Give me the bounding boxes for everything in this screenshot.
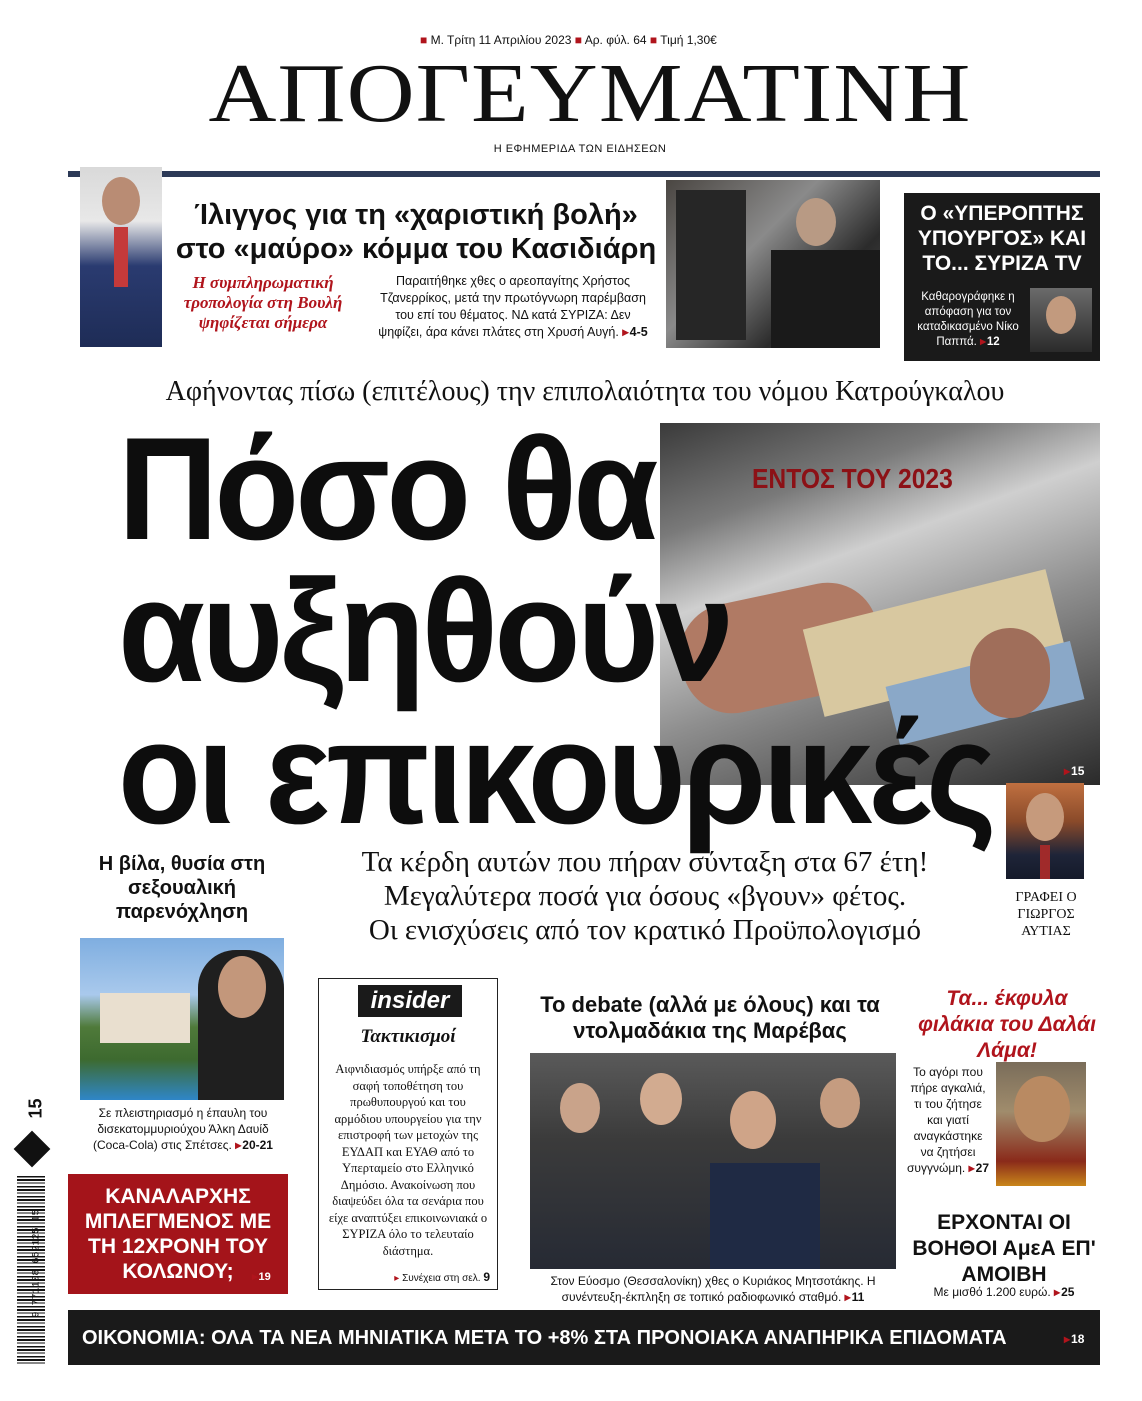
pappas-photo: [1030, 288, 1092, 352]
side-box-text: Καθαρογράφηκε η απόφαση για τον καταδικασμένο Νίκο Παππά.: [917, 291, 1019, 348]
author-credit: ΓΡΑΦΕΙ Ο ΓΙΩΡΓΟΣ ΑΥΤΙΑΣ: [1015, 890, 1077, 939]
top-story-headline: [170, 198, 662, 266]
bottom-banner-text: ΟΙΚΟΝΟΜΙΑ: ΟΛΑ ΤΑ ΝΕΑ ΜΗΝΙΑΤΙΚΑ ΜΕΤΑ ΤΟ +8% ΣΤΑ ΠΡΟΝΟΙΑΚΑ ΑΝΑΠΗΡΙΚΑ ΕΠΙΔΟΜΑΤΑ: [82, 1327, 1007, 1349]
top-story-body: [372, 273, 654, 341]
meta-issue: Αρ. φύλ. 64: [584, 33, 647, 47]
courtroom-photo: [666, 180, 880, 348]
continued-arrow-icon: ▸: [394, 1273, 400, 1284]
villa-photo: [80, 938, 284, 1100]
insider-continued-page: 9: [483, 1270, 490, 1284]
main-headline-line3: οι επικουρικές: [118, 691, 993, 854]
photo-label: ΕΝΤΟΣ ΤΟΥ 2023: [752, 463, 953, 494]
side-box-headline: Ο «ΥΠΕΡΟΠΤΗΣ ΥΠΟΥΡΓΟΣ» ΚΑΙ ΤΟ... ΣΥΡΙΖΑ TV: [917, 202, 1087, 275]
top-story-kicker: Η συμπληρωματική τροπολογία στη Βουλή ψηφίζεται σήμερα: [183, 273, 343, 332]
debate-photo: [530, 1053, 896, 1269]
bottom-banner-ref: [1064, 1332, 1084, 1346]
top-story-headline-line2: στο «μαύρο» κόμμα του Κασιδιάρη: [175, 233, 657, 265]
dalai-photo: [996, 1062, 1086, 1186]
barcode-digits: 9 771108 652125 15: [31, 1209, 43, 1318]
meta-date: Μ. Τρίτη 11 Απριλίου 2023: [430, 33, 572, 47]
assistants-sub: [910, 1285, 1098, 1299]
meta-price: Τιμή 1,30€: [660, 33, 717, 47]
main-headline: [118, 407, 1018, 854]
masthead-rule: [68, 171, 1100, 177]
villa-headline: Η βίλα, θυσία στη σεξουαλική παρενόχληση: [98, 853, 266, 923]
insider-continued-text: Συνέχεια στη σελ.: [402, 1273, 481, 1284]
diamond-icon: [14, 1131, 51, 1168]
politician-photo: [80, 167, 162, 347]
dalai-body: [906, 1064, 990, 1176]
main-sub-line3: Οι ενισχύσεις από τον κρατικό Προϋπολογισμό: [368, 914, 922, 946]
meta-bullet-icon: ■: [420, 33, 428, 47]
top-story-page-ref: ▸ 4-5: [622, 325, 647, 339]
bottom-banner-page-ref: ▸ 18: [1064, 1332, 1084, 1346]
dalai-text: Το αγόρι που πήρε αγκαλιά, τι του ζήτησε και γιατί αναγκάστηκε να ζητήσει συγγνώμη.: [907, 1065, 986, 1175]
debate-caption: [530, 1273, 896, 1305]
insider-body: Αιφνιδιασμός υπήρξε από τη σαφή τοποθέτηση του πρωθυπουργού και του αρμόδιου υπουργείου για την επιστροφή των μετοχών της ΕΥΔΑΠ και ΕΥΑΘ από το Υπερταμείο στο Ελληνικό Δημόσιο. Ανακοίνωση που διαψεύδει όλα τα σενάρια που είχε αναπτύξει επικοινωνιακά ο ΣΥΡΙΖΑ όλο το τελευταίο διάστημα.: [328, 1062, 488, 1258]
top-story-headline-line1: Ίλιγγος για τη «χαριστική βολή»: [194, 199, 638, 231]
side-box-body: [912, 290, 1024, 350]
assistants-sub-text: Με μισθό 1.200 ευρώ.: [933, 1285, 1051, 1299]
main-photo-ref: [1064, 764, 1084, 778]
villa-caption-text: Σε πλειστηριασμό η έπαυλη του δισεκατομμυριούχου Άλκη Δαυίδ (Coca-Cola) στις Σπέτσες.: [93, 1106, 269, 1152]
assistants-page-ref: ▸ 25: [1054, 1285, 1074, 1299]
issue-number: 15: [25, 1098, 46, 1119]
assistants-headline: ΕΡΧΟΝΤΑΙ ΟΙ ΒΟΗΘΟΙ ΑμεΑ ΕΠ' ΑΜΟΙΒΗ: [912, 1211, 1096, 1286]
debate-caption-text: Στον Εύοσμο (Θεσσαλονίκη) χθες ο Κυριάκος Μητσοτάκης. Η συνέντευξη-έκπληξη σε τοπικό ραδιοφωνικό σταθμό.: [550, 1274, 876, 1304]
main-overline: Αφήνοντας πίσω (επιτέλους) την επιπολαιότητα του νόμου Κατρούγκαλου: [165, 376, 1005, 407]
dalai-page-ref: ▸ 27: [969, 1161, 989, 1175]
main-headline-line1: Πόσο θα: [118, 407, 655, 570]
main-headline-line2: αυξηθούν: [118, 549, 731, 712]
red-box-headline: ΚΑΝΑΛΑΡΧΗΣ ΜΠΛΕΓΜΕΝΟΣ ΜΕ ΤΗ 12ΧΡΟΝΗ ΤΟΥ ΚΟΛΩΝΟΥ;: [84, 1185, 272, 1283]
side-box-page-ref: ▸ 12: [980, 336, 1000, 348]
meta-bullet-icon: ■: [649, 33, 658, 47]
top-story-text: Παραιτήθηκε χθες ο αρεοπαγίτης Χρήστος Τζανερρίκος, μετά την πρωτόγνωρη παρέμβαση του επί του θέματος. ΝΔ κατά ΣΥΡΙΖΑ: Δεν ψηφίζει, άρα κάνει πλάτες στη Χρυσή Αυγή.: [378, 274, 646, 339]
meta-bullet-icon: ■: [574, 33, 583, 47]
main-sub-line1: Τα κέρδη αυτών που πήραν σύνταξη στα 67 έτη!: [361, 846, 929, 878]
main-story-page-ref: ▸ 15: [1064, 764, 1084, 778]
insider-continued: [330, 1270, 490, 1284]
insider-label: insider: [358, 985, 462, 1017]
main-sub-line2: Μεγαλύτερα ποσά για όσους «βγουν» φέτος.: [383, 880, 907, 912]
dalai-headline: Τα... έκφυλα φιλάκια του Δαλάι Λάμα!: [918, 987, 1096, 1062]
red-box-page-ref: ▸ 19: [252, 1271, 271, 1283]
debate-headline: Το debate (αλλά με όλους) και τα ντολμαδάκια της Μαρέβας: [540, 992, 880, 1043]
newspaper-title: ΑΠΟΓΕΥΜΑΤΙΝΗ: [208, 47, 972, 140]
author-photo: [1006, 783, 1084, 879]
tagline: Η ΕΦΗΜΕΡΙΔΑ ΤΩΝ ΕΙΔΗΣΕΩΝ: [493, 143, 667, 155]
red-box-ref: [252, 1270, 271, 1283]
villa-page-ref: ▸ 20-21: [235, 1138, 273, 1152]
villa-caption: [82, 1105, 284, 1153]
debate-page-ref: ▸ 11: [845, 1290, 865, 1304]
insider-title: Τακτικισμοί: [360, 1026, 456, 1047]
main-subheads: [300, 845, 990, 947]
